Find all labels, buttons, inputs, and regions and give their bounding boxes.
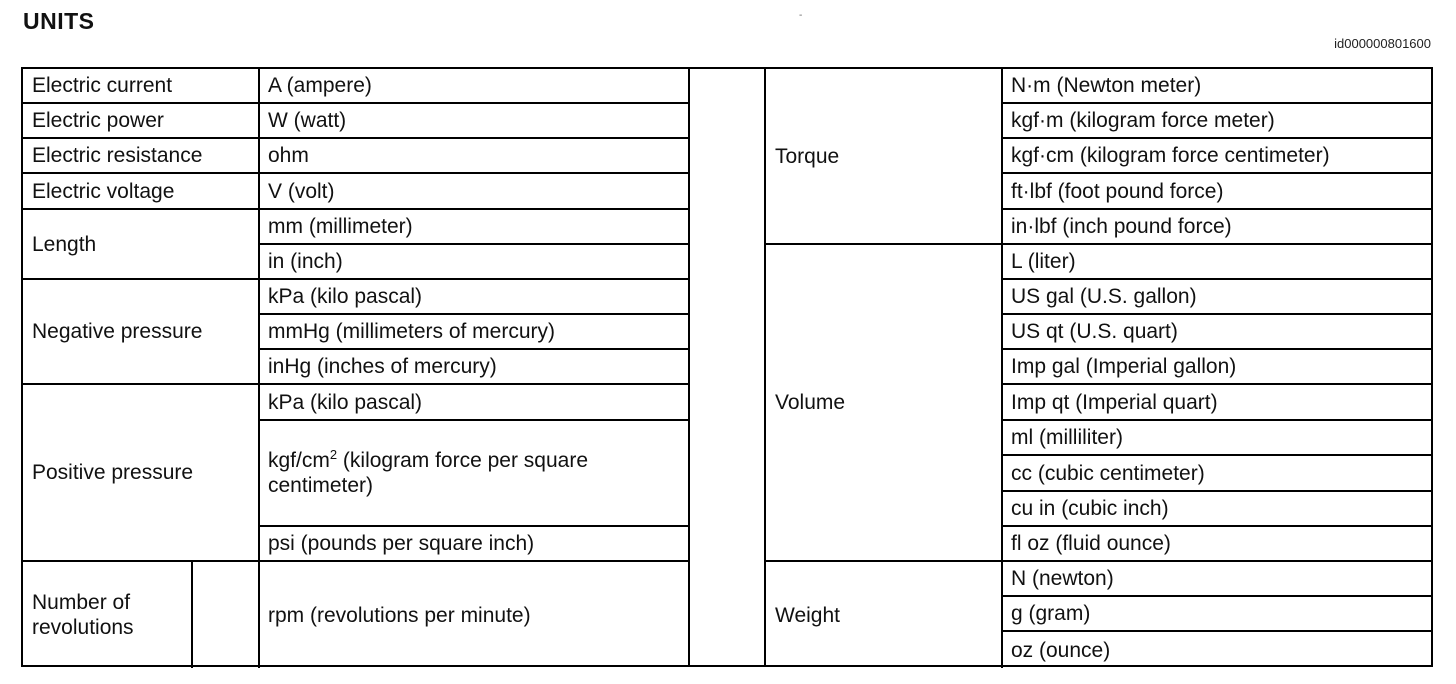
unit-cell: rpm (revolutions per minute) bbox=[268, 603, 531, 627]
unit-cell: L (liter) bbox=[1003, 245, 1433, 280]
category-cell: Electric current bbox=[23, 69, 260, 104]
category-cell: Electric power bbox=[23, 104, 260, 139]
units-table-left-half bbox=[23, 69, 688, 665]
page-title: UNITS bbox=[23, 8, 95, 34]
unit-cell: Imp qt (Imperial quart) bbox=[1003, 385, 1433, 421]
unit-cell: mm (millimeter) bbox=[260, 210, 688, 245]
unit-cell: A (ampere) bbox=[260, 69, 688, 104]
units-table-right-half bbox=[766, 69, 1433, 665]
unit-cell: ohm bbox=[260, 139, 688, 174]
unit-cell: W (watt) bbox=[260, 104, 688, 139]
category-cell: Electric resistance bbox=[23, 139, 260, 174]
units-table bbox=[21, 67, 1433, 667]
stray-mark: - bbox=[799, 10, 803, 21]
unit-cell: psi (pounds per square inch) bbox=[260, 527, 688, 562]
unit-cell: fl oz (fluid ounce) bbox=[1003, 527, 1433, 562]
table-spacer-column bbox=[688, 69, 766, 665]
unit-cell: N·m (Newton meter) bbox=[1003, 69, 1433, 104]
unit-cell: US qt (U.S. quart) bbox=[1003, 315, 1433, 350]
unit-cell bbox=[260, 421, 688, 527]
unit-cell: V (volt) bbox=[260, 174, 688, 210]
unit-cell: US gal (U.S. gallon) bbox=[1003, 280, 1433, 315]
unit-cell: kPa (kilo pascal) bbox=[260, 280, 688, 315]
unit-cell: oz (ounce) bbox=[1011, 638, 1111, 662]
unit-cell: Imp gal (Imperial gallon) bbox=[1003, 350, 1433, 385]
category-cell: Volume bbox=[766, 245, 1003, 562]
unit-cell: inHg (inches of mercury) bbox=[260, 350, 688, 385]
unit-cell: ft·lbf (foot pound force) bbox=[1003, 174, 1433, 210]
category-cell: Number of revolutions bbox=[23, 562, 193, 668]
unit-cell: in·lbf (inch pound force) bbox=[1003, 210, 1433, 245]
unit-cell: mmHg (millimeters of mercury) bbox=[260, 315, 688, 350]
unit-cell: kgf·cm (kilogram force centimeter) bbox=[1003, 139, 1433, 174]
document-id: id000000801600 bbox=[1334, 36, 1431, 51]
unit-cell: cc (cubic centimeter) bbox=[1003, 456, 1433, 492]
category-cell: Negative pressure bbox=[23, 280, 260, 385]
category-cell: Torque bbox=[766, 69, 1003, 245]
category-cell: Positive pressure bbox=[23, 385, 260, 562]
unit-cell: cu in (cubic inch) bbox=[1003, 492, 1433, 527]
unit-cell: g (gram) bbox=[1003, 597, 1433, 632]
unit-cell: kgf·m (kilogram force meter) bbox=[1003, 104, 1433, 139]
unit-cell: kPa (kilo pascal) bbox=[260, 385, 688, 421]
unit-text: kgf/$cm^2$ (kilogram force per square centimeter) bbox=[268, 447, 589, 497]
unit-cell: N (newton) bbox=[1003, 562, 1433, 597]
unit-cell: in (inch) bbox=[260, 245, 688, 280]
unit-cell: ml (milliliter) bbox=[1003, 421, 1433, 456]
category-cell: Weight bbox=[766, 562, 1003, 668]
category-cell: Length bbox=[23, 210, 260, 280]
category-cell: Electric voltage bbox=[23, 174, 260, 210]
